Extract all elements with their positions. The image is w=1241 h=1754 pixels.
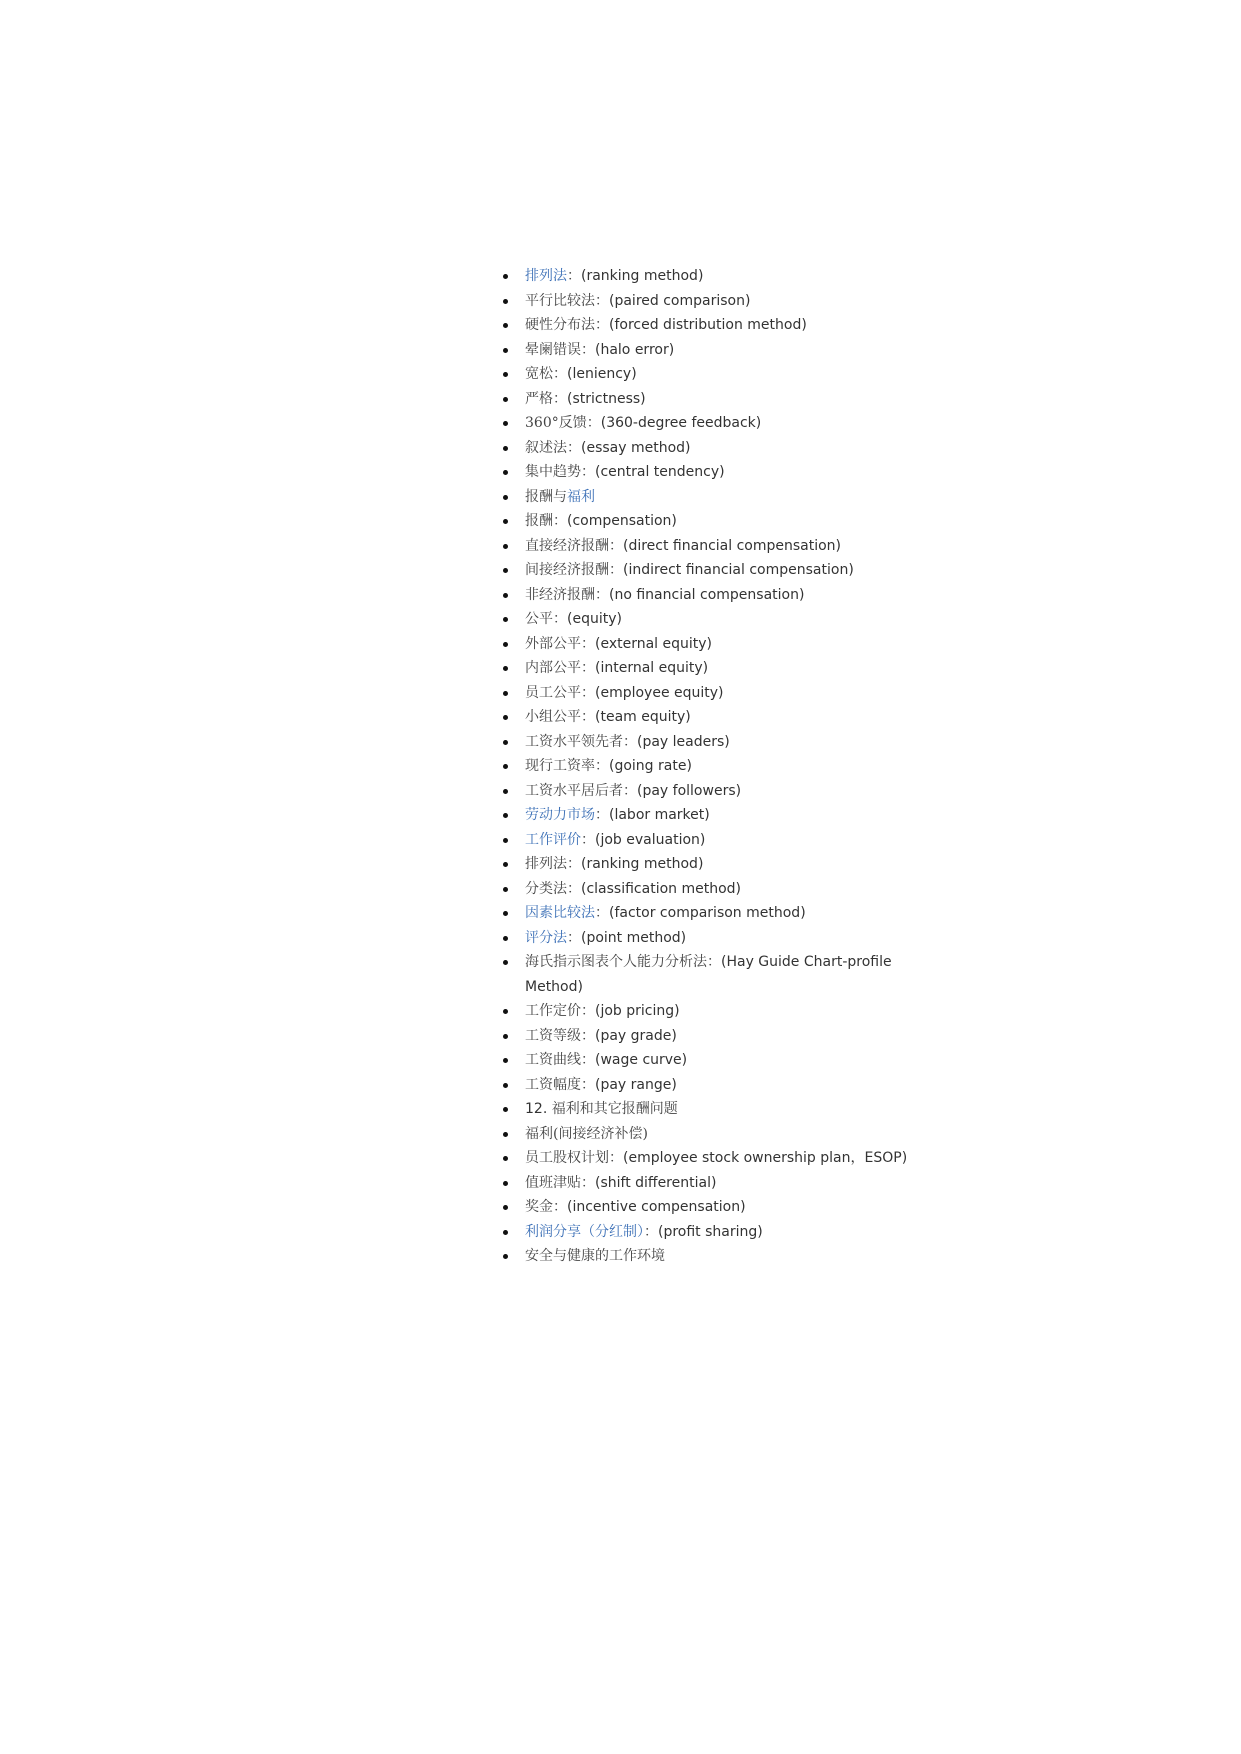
list-item xyxy=(495,999,935,1024)
separator: ： xyxy=(581,831,595,848)
term-chinese: 福利和其它报酬问题 xyxy=(551,1101,678,1117)
term-english: (no financial compensation) xyxy=(609,586,805,603)
term-english: (incentive compensation) xyxy=(567,1199,746,1215)
term-english: (pay grade) xyxy=(595,1027,677,1044)
term-chinese: 平行比较法 xyxy=(525,292,595,309)
term-chinese: 非经济报酬 xyxy=(525,586,595,603)
term-english: (job pricing) xyxy=(595,1003,680,1019)
bullet-icon xyxy=(503,299,508,304)
term-chinese: 内部公平 xyxy=(525,660,581,676)
list-item xyxy=(495,656,935,681)
term-english: (paired comparison) xyxy=(609,292,751,309)
list-item xyxy=(495,313,935,338)
list-item xyxy=(495,1171,935,1196)
list-item xyxy=(495,901,935,926)
term-chinese: 员工股权计划 xyxy=(525,1150,609,1166)
separator: ： xyxy=(553,366,567,382)
bullet-icon xyxy=(503,1205,508,1210)
list-item xyxy=(495,362,935,387)
bullet-icon xyxy=(503,568,508,573)
list-item xyxy=(495,852,935,877)
term-english: (team equity) xyxy=(595,709,691,725)
bullet-icon xyxy=(503,421,508,426)
list-item xyxy=(495,828,935,853)
bullet-icon xyxy=(503,936,508,941)
term-english: (point method) xyxy=(581,929,687,946)
term-chinese: 外部公平 xyxy=(525,635,581,652)
term-chinese: 叙述法 xyxy=(525,439,567,456)
term-chinese: 晕阑错误 xyxy=(525,341,581,358)
bullet-icon xyxy=(503,1181,508,1186)
term-chinese: 间接经济报酬 xyxy=(525,562,609,578)
term-english: (labor market) xyxy=(609,807,710,823)
term-link[interactable]: 利润分享（分红制） xyxy=(525,1223,644,1240)
separator: ： xyxy=(623,733,637,750)
bullet-icon xyxy=(503,1132,508,1137)
term-chinese: 排列法 xyxy=(525,856,567,872)
separator: ： xyxy=(586,415,601,431)
separator: ： xyxy=(567,439,581,456)
separator: ： xyxy=(595,807,609,823)
list-item xyxy=(495,264,935,289)
bullet-icon xyxy=(503,1009,508,1014)
bullet-icon xyxy=(503,813,508,818)
bullet-icon xyxy=(503,740,508,745)
separator: ： xyxy=(595,292,609,309)
separator: ： xyxy=(553,513,567,529)
list-item xyxy=(495,1122,935,1147)
separator: ： xyxy=(567,880,581,897)
separator: ： xyxy=(644,1223,658,1240)
separator: ： xyxy=(581,1174,595,1191)
separator: ： xyxy=(581,464,595,480)
term-english: (internal equity) xyxy=(595,660,709,676)
term-english: (ranking method) xyxy=(581,268,704,284)
bullet-icon xyxy=(503,862,508,867)
list-item xyxy=(495,583,935,608)
separator: ： xyxy=(595,586,609,603)
separator: ： xyxy=(581,660,595,676)
list-item xyxy=(495,1073,935,1098)
term-link[interactable]: 评分法 xyxy=(525,929,567,946)
term-english: (wage curve) xyxy=(595,1052,688,1068)
list-item xyxy=(495,1024,935,1049)
list-item xyxy=(495,950,905,999)
separator: ： xyxy=(553,390,567,407)
bullet-icon xyxy=(503,372,508,377)
bullet-icon xyxy=(503,764,508,769)
bullet-icon xyxy=(503,642,508,647)
separator: ： xyxy=(595,317,609,333)
term-english: (employee equity) xyxy=(595,684,724,701)
term-chinese: 工作定价 xyxy=(525,1003,581,1019)
bullet-icon xyxy=(503,838,508,843)
term-chinese: 福利(间接经济补偿) xyxy=(525,1125,648,1142)
list-item xyxy=(495,705,935,730)
separator: ： xyxy=(595,905,609,921)
bullet-icon xyxy=(503,1156,508,1161)
term-chinese: 奖金 xyxy=(525,1199,553,1215)
bullet-icon xyxy=(503,911,508,916)
separator: ： xyxy=(581,1076,595,1093)
term-english: (essay method) xyxy=(581,439,691,456)
bullet-icon xyxy=(503,715,508,720)
separator: ： xyxy=(707,954,721,970)
bullet-icon xyxy=(503,1034,508,1039)
separator: ： xyxy=(581,341,595,358)
term-english: (employee stock ownership plan，ESOP) xyxy=(623,1150,908,1166)
list-item xyxy=(495,411,935,436)
separator: ： xyxy=(595,758,609,774)
term-chinese: 报酬 xyxy=(525,513,553,529)
term-chinese: 现行工资率 xyxy=(525,758,595,774)
term-chinese: 工资曲线 xyxy=(525,1052,581,1068)
term-english: (direct financial compensation) xyxy=(623,537,842,554)
term-english: (strictness) xyxy=(567,390,646,407)
bullet-icon xyxy=(503,274,508,279)
bullet-icon xyxy=(503,323,508,328)
term-english: (compensation) xyxy=(567,513,677,529)
term-link[interactable]: 工作评价 xyxy=(525,831,581,848)
term-english: (pay followers) xyxy=(637,782,742,799)
term-english: (shift differential) xyxy=(595,1174,717,1191)
term-english: (equity) xyxy=(567,611,622,627)
separator: ： xyxy=(581,684,595,701)
bullet-icon xyxy=(503,470,508,475)
term-chinese: 分类法 xyxy=(525,880,567,897)
separator: ： xyxy=(581,635,595,652)
term-chinese: 工资幅度 xyxy=(525,1076,581,1093)
list-item xyxy=(495,1244,935,1269)
term-chinese: 集中趋势 xyxy=(525,464,581,480)
term-chinese: 严格 xyxy=(525,390,553,407)
separator: ： xyxy=(609,562,623,578)
term-chinese: 工资水平领先者 xyxy=(525,733,623,750)
list-item xyxy=(495,803,935,828)
bullet-icon xyxy=(503,348,508,353)
term-chinese: 宽松 xyxy=(525,366,553,382)
bullet-icon xyxy=(503,446,508,451)
term-english: (pay range) xyxy=(595,1076,677,1093)
separator: ： xyxy=(553,611,567,627)
list-item xyxy=(495,607,935,632)
bullet-icon xyxy=(503,593,508,598)
separator: ： xyxy=(581,1027,595,1044)
separator: ： xyxy=(581,1003,595,1019)
term-chinese: 360°反馈 xyxy=(525,415,587,431)
list-item xyxy=(495,681,935,706)
term-english: (360-degree feedback) xyxy=(600,415,762,431)
bullet-icon xyxy=(503,1230,508,1235)
list-item xyxy=(495,534,935,559)
term-english: (halo error) xyxy=(595,341,675,358)
bullet-icon xyxy=(503,1083,508,1088)
list-item xyxy=(495,1048,935,1073)
term-link[interactable]: 排列法 xyxy=(525,268,567,284)
separator: ： xyxy=(581,1052,595,1068)
bullet-icon xyxy=(503,666,508,671)
term-english: (indirect financial compensation) xyxy=(623,562,854,578)
term-link[interactable]: 因素比较法 xyxy=(525,905,595,921)
term-english: (factor comparison method) xyxy=(609,905,806,921)
term-chinese: 员工公平 xyxy=(525,684,581,701)
separator: ： xyxy=(567,929,581,946)
term-english: (pay leaders) xyxy=(637,733,730,750)
term-english: (forced distribution method) xyxy=(609,317,807,333)
glossary-list xyxy=(495,264,935,1269)
separator: ： xyxy=(609,1150,623,1166)
term-english: (classification method) xyxy=(581,880,741,897)
bullet-icon xyxy=(503,1254,508,1259)
list-item xyxy=(495,779,935,804)
term-link[interactable]: 劳动力市场 xyxy=(525,807,595,823)
term-chinese: 报酬与 xyxy=(525,488,567,505)
separator: ： xyxy=(567,856,581,872)
bullet-icon xyxy=(503,397,508,402)
bullet-icon xyxy=(503,519,508,524)
term-chinese: 安全与健康的工作环境 xyxy=(525,1248,665,1264)
list-item xyxy=(495,460,935,485)
bullet-icon xyxy=(503,617,508,622)
separator: ： xyxy=(567,268,581,284)
list-item xyxy=(495,485,935,510)
item-number: 12. xyxy=(525,1101,552,1117)
list-item xyxy=(495,926,935,951)
separator: ： xyxy=(581,709,595,725)
term-english: (job evaluation) xyxy=(595,831,706,848)
term-english: (external equity) xyxy=(595,635,713,652)
term-chinese: 公平 xyxy=(525,611,553,627)
separator: ： xyxy=(553,1199,567,1215)
bullet-icon xyxy=(503,887,508,892)
term-chinese: 硬性分布法 xyxy=(525,317,595,333)
list-item xyxy=(495,436,935,461)
term-chinese: 工资水平居后者 xyxy=(525,782,623,799)
list-item xyxy=(495,754,935,779)
bullet-icon xyxy=(503,495,508,500)
list-item xyxy=(495,877,935,902)
term-link[interactable]: 福利 xyxy=(567,488,595,505)
list-item xyxy=(495,289,935,314)
bullet-icon xyxy=(503,1058,508,1063)
list-item xyxy=(495,1220,935,1245)
separator: ： xyxy=(623,782,637,799)
list-item xyxy=(495,1097,935,1122)
bullet-icon xyxy=(503,789,508,794)
list-item xyxy=(495,730,935,755)
list-item xyxy=(495,1146,935,1171)
separator: ： xyxy=(609,537,623,554)
term-english: (central tendency) xyxy=(595,464,725,480)
list-item xyxy=(495,558,935,583)
term-english: (leniency) xyxy=(567,366,637,382)
list-item xyxy=(495,509,935,534)
term-english: (ranking method) xyxy=(581,856,704,872)
list-item xyxy=(495,387,935,412)
term-chinese: 小组公平 xyxy=(525,709,581,725)
term-chinese: 值班津贴 xyxy=(525,1174,581,1191)
term-chinese: 海氏指示图表个人能力分析法 xyxy=(525,954,707,970)
list-item xyxy=(495,632,935,657)
term-english: (going rate) xyxy=(609,758,692,774)
bullet-icon xyxy=(503,1107,508,1112)
term-english: (Hay Guide Chart-profile Method) xyxy=(525,954,892,995)
bullet-icon xyxy=(503,544,508,549)
term-english: (profit sharing) xyxy=(658,1223,763,1240)
list-item xyxy=(495,338,935,363)
bullet-icon xyxy=(503,691,508,696)
bullet-icon xyxy=(503,960,508,965)
term-chinese: 工资等级 xyxy=(525,1027,581,1044)
term-chinese: 直接经济报酬 xyxy=(525,537,609,554)
list-item xyxy=(495,1195,935,1220)
